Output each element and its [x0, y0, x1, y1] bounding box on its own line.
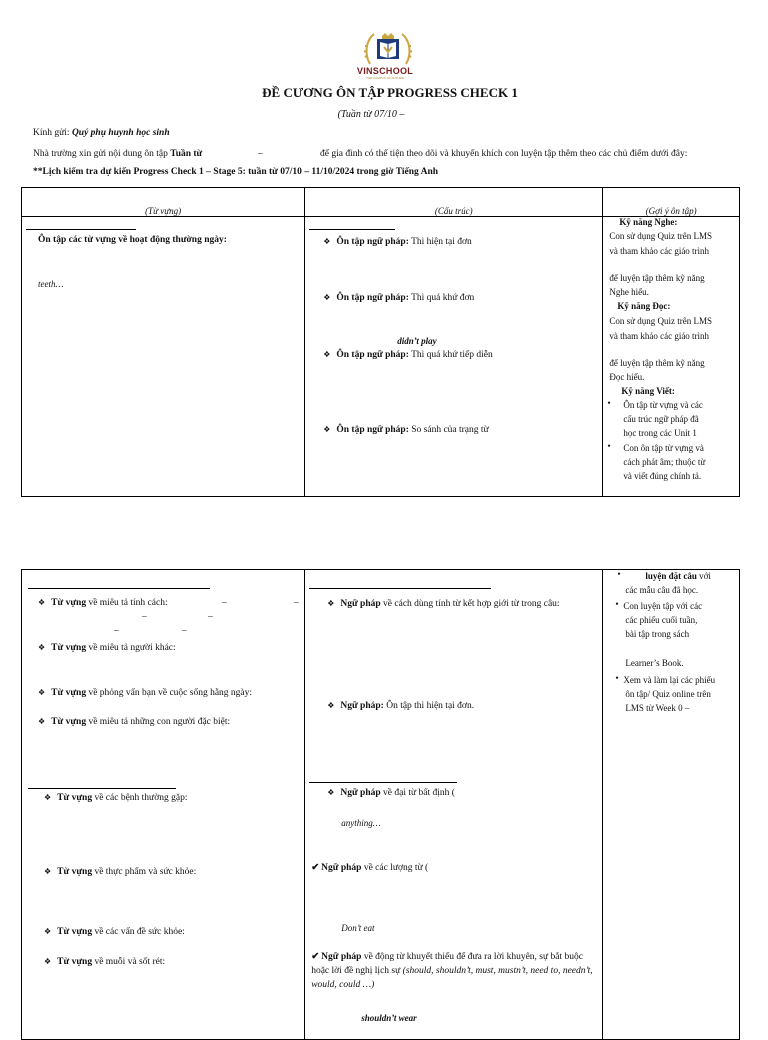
header-structure: (Cấu trúc) [305, 188, 603, 217]
grammar-item: ❖ Ôn tập ngữ pháp: Thì hiện tại đơn [323, 237, 472, 247]
grammar-cell [305, 570, 603, 1040]
page-subtitle: (Tuần từ 07/10 – [337, 109, 405, 120]
grammar-example: shouldn’t wear [361, 1013, 417, 1023]
logo-tagline: THE CAMPUS OF FUTURE [366, 76, 404, 80]
bullet-dot-icon: • [607, 399, 611, 409]
underline-blank [309, 588, 491, 589]
tip-line: cấu trúc ngữ pháp đã [623, 414, 699, 424]
dash-blank: – [294, 598, 299, 608]
tip-line: học trong các Unit 1 [623, 428, 697, 438]
tip-line: để luyện tập thêm kỹ năng [609, 273, 705, 283]
diamond-bullet-icon: ❖ [323, 425, 331, 434]
diamond-bullet-icon: ❖ [44, 867, 52, 876]
tip-line: ôn tập/ Quiz online trên [625, 689, 711, 699]
dash-blank: – [182, 626, 187, 636]
intro-week-label: Tuần từ [170, 149, 203, 159]
underline-blank [309, 782, 457, 783]
tip-line: Learner’s Book. [625, 658, 684, 668]
tip-line: Con sử dụng Quiz trên LMS [609, 316, 712, 326]
tip-line: bài tập trong sách [625, 629, 690, 639]
vocab-heading: Ôn tập các từ vựng về hoạt động thường ngày: [38, 235, 227, 245]
review-table-2 [21, 569, 740, 1040]
diamond-bullet-icon: ❖ [323, 293, 331, 302]
grammar-item: ✔ Ngữ pháp về các lượng từ ( [311, 863, 429, 873]
dash-blank: – [208, 612, 213, 622]
diamond-bullet-icon: ❖ [323, 350, 331, 359]
tips-cell [603, 217, 740, 497]
greeting-prefix: Kính gửi: [33, 128, 72, 138]
diamond-bullet-icon: ❖ [38, 717, 46, 726]
diamond-bullet-icon: ❖ [327, 788, 335, 797]
bullet-dot-icon: • [615, 674, 619, 684]
grammar-item: ✔ Ngữ pháp về động từ khuyết thiếu để đưa ra lời khuyên, sự bắt buộc hoặc lời đề nghị lịch sự (should, shouldn’t, must, mustn’t, need to, needn’t, would, could …) [311, 952, 593, 990]
diamond-bullet-icon: ❖ [38, 598, 46, 607]
vocab-item: ❖ Từ vựng về muỗi và sốt rét: [44, 957, 166, 967]
review-table-1 [21, 187, 740, 497]
grammar-item: ❖ Ôn tập ngữ pháp: So sánh của trạng từ [323, 425, 489, 435]
tip-line: Con sử dụng Quiz trên LMS [609, 231, 712, 241]
intro-dash: – [258, 149, 263, 159]
intro-text-c: để gia đình có thể tiện theo dõi và khuyến khích con luyện tập thêm theo các chủ điểm dưới đây: [320, 149, 688, 159]
underline-blank [28, 788, 176, 789]
check-bullet-icon: ✔ [311, 863, 320, 873]
check-bullet-icon: ✔ [311, 952, 320, 962]
intro-text-a: Nhà trường xin gửi nội dung ôn tập [33, 149, 171, 159]
bullet-dot-icon: • [607, 442, 611, 452]
diamond-bullet-icon: ❖ [44, 957, 52, 966]
dash-blank: – [114, 626, 119, 636]
reading-title: Kỹ năng Đọc: [617, 301, 671, 311]
schedule-line: **Lịch kiểm tra dự kiến Progress Check 1 – Stage 5: tuần từ 07/10 – 11/10/2024 trong giờ Tiếng Anh [33, 167, 439, 177]
diamond-bullet-icon: ❖ [327, 599, 335, 608]
diamond-bullet-icon: ❖ [38, 643, 46, 652]
header-vocabulary: (Từ vựng) [22, 188, 305, 217]
grammar-item: ❖ Ôn tập ngữ pháp: Thì quá khứ đơn [323, 293, 475, 303]
tip-line: để luyện tập thêm kỹ năng [609, 358, 705, 368]
tip-line: Ôn tập từ vựng và các [623, 400, 703, 410]
grammar-item: ❖ Ngữ pháp về cách dùng tính từ kết hợp giới từ trong câu: [327, 599, 560, 609]
greeting-line [33, 128, 170, 138]
tip-line: Con luyện tập với các [623, 601, 703, 611]
tip-line: LMS từ Week 0 – [625, 703, 690, 713]
page-title: ĐỀ CƯƠNG ÔN TẬP PROGRESS CHECK 1 [262, 85, 518, 100]
logo-text: VINSCHOOL [356, 66, 414, 76]
vocab-item: ❖ Từ vựng về miêu tả người khác: [38, 643, 176, 653]
grammar-item: ❖ Ngữ pháp về đại từ bất định ( [327, 788, 455, 798]
vocab-cell [22, 217, 305, 497]
tips-cell [603, 570, 740, 1040]
grammar-item: ❖ Ôn tập ngữ pháp: Thì quá khứ tiếp diễn [323, 350, 493, 360]
tip-line: các phiếu cuối tuần, [625, 615, 698, 625]
grammar-example: Don’t eat [341, 923, 375, 933]
vocab-cell [22, 570, 305, 1040]
bullet-dot-icon: • [615, 600, 619, 610]
tip-line: và tham khảo các giáo trình [609, 246, 710, 256]
vocab-item: ❖ Từ vựng về miêu tả tính cách: [38, 598, 168, 608]
tip-line: Xem và làm lại các phiếu [623, 675, 716, 685]
diamond-bullet-icon: ❖ [44, 927, 52, 936]
diamond-bullet-icon: ❖ [44, 793, 52, 802]
table-row [22, 570, 740, 1040]
tip-line: các mẫu câu đã học. [625, 585, 699, 595]
vocab-item: ❖ Từ vựng về các bệnh thường gặp: [44, 793, 188, 803]
writing-title: Kỹ năng Viết: [621, 386, 675, 396]
diamond-bullet-icon: ❖ [327, 701, 335, 710]
table-row [22, 217, 740, 497]
vocab-item: ❖ Từ vựng về các vấn đề sức khỏe: [44, 927, 185, 937]
header-tips: (Gợi ý ôn tập) [603, 188, 740, 217]
underline-blank [26, 229, 136, 230]
vocab-item: ❖ Từ vựng về phỏng vấn bạn về cuộc sống hằng ngày: [38, 688, 253, 698]
table-header-row [22, 188, 740, 217]
grammar-item: ❖ Ngữ pháp: Ôn tập thì hiện tại đơn. [327, 701, 475, 711]
tip-line: Con ôn tập từ vựng và [623, 443, 704, 453]
intro-line [33, 149, 202, 159]
vocab-item: ❖ Từ vựng về thực phẩm và sức khỏe: [44, 867, 197, 877]
tip-line: và viết đúng chính tả. [623, 471, 702, 481]
diamond-bullet-icon: ❖ [38, 688, 46, 697]
tip-line: luyện đặt câu với [645, 571, 711, 581]
underline-blank [28, 588, 210, 589]
tip-line: và tham khảo các giáo trình [609, 331, 710, 341]
dash-blank: – [222, 598, 227, 608]
bullet-dot-icon: • [617, 570, 621, 580]
tip-line: Nghe hiểu. [609, 287, 649, 297]
grammar-cell [305, 217, 603, 497]
greeting-recipient: Quý phụ huynh học sinh [71, 128, 170, 138]
grammar-example: didn’t play [397, 336, 437, 346]
tip-line: Đọc hiểu. [609, 372, 645, 382]
vocab-item: ❖ Từ vựng về miêu tả những con người đặc biệt: [38, 717, 231, 727]
diamond-bullet-icon: ❖ [323, 237, 331, 246]
vocab-example: teeth… [38, 279, 64, 289]
underline-blank [309, 229, 395, 230]
grammar-example: anything… [341, 818, 381, 828]
listening-title: Kỹ năng Nghe: [619, 217, 678, 227]
dash-blank: – [142, 612, 147, 622]
tip-line: cách phát âm; thuộc từ [623, 457, 706, 467]
